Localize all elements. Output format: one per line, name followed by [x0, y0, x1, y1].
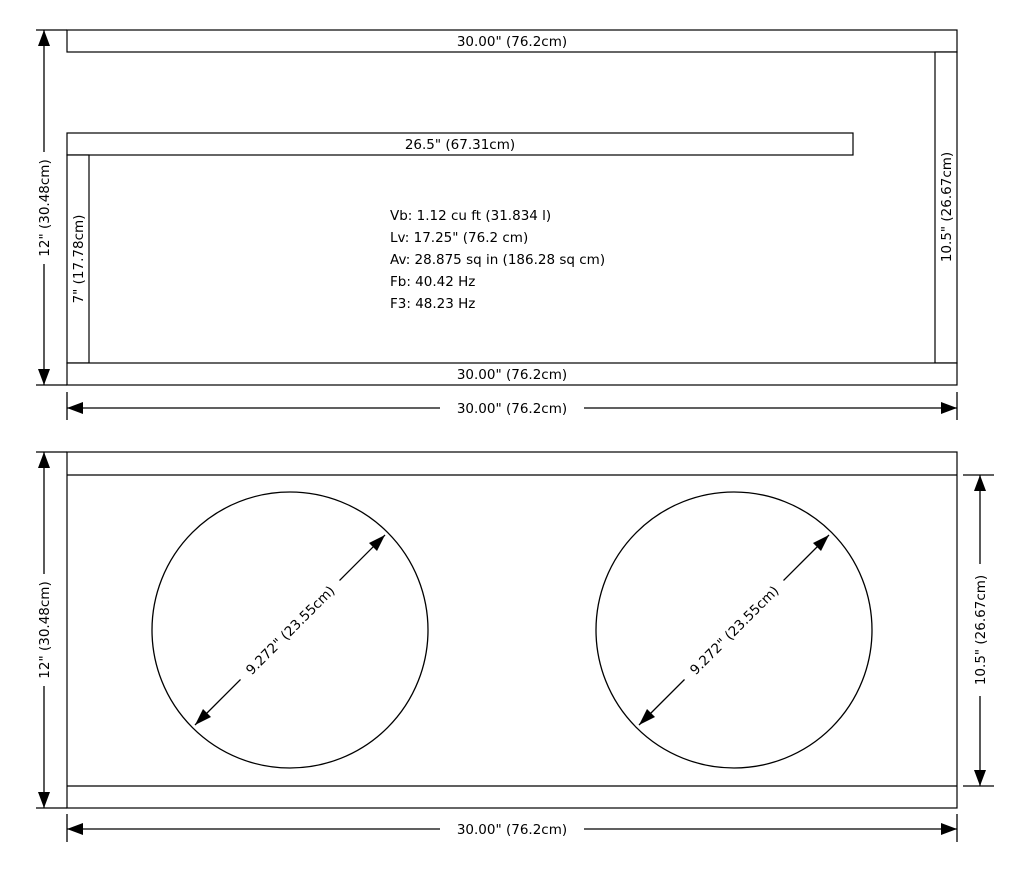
arrow-right-icon — [941, 823, 957, 835]
front-width-label: 30.00" (76.2cm) — [456, 822, 568, 838]
front-height-dimension — [36, 452, 67, 808]
cutout-right-label: 9.272" (23.55cm) — [687, 583, 783, 679]
side-height-dimension — [36, 30, 67, 385]
front-height-label: 12" (30.48cm) — [37, 581, 53, 679]
specs-block — [390, 208, 605, 312]
arrow-right-icon — [941, 402, 957, 414]
side-height-label: 12" (30.48cm) — [37, 159, 53, 257]
arrow-left-icon — [67, 402, 83, 414]
spec-f3: F3: 48.23 Hz — [390, 296, 476, 312]
spec-lv: Lv: 17.25" (76.2 cm) — [390, 230, 529, 246]
arrow-up-icon — [38, 452, 50, 468]
arrow-up-icon — [974, 475, 986, 491]
front-view — [36, 452, 994, 842]
arrow-up-icon — [38, 30, 50, 46]
side-width-label: 30.00" (76.2cm) — [456, 401, 568, 417]
top-panel-label: 30.00" (76.2cm) — [456, 34, 568, 50]
arrow-left-icon — [67, 823, 83, 835]
left-panel-label: 7" (17.78cm) — [71, 214, 87, 304]
side-width-dimension — [67, 392, 957, 420]
arrow-down-icon — [38, 369, 50, 385]
cutout-left-label: 9.272" (23.55cm) — [243, 583, 339, 679]
front-inner-height-dimension — [963, 475, 994, 786]
front-width-dimension — [67, 814, 957, 842]
arrow-down-icon — [974, 770, 986, 786]
spec-av: Av: 28.875 sq in (186.28 sq cm) — [390, 252, 606, 268]
side-view — [36, 30, 957, 420]
bottom-panel-label: 30.00" (76.2cm) — [456, 367, 568, 383]
spec-vb: Vb: 1.12 cu ft (31.834 l) — [390, 208, 552, 224]
spec-fb: Fb: 40.42 Hz — [390, 274, 476, 290]
front-panel-outline — [67, 452, 957, 808]
right-panel-label: 10.5" (26.67cm) — [939, 151, 955, 263]
arrow-down-icon — [38, 792, 50, 808]
front-inner-height-label: 10.5" (26.67cm) — [973, 574, 989, 686]
shelf-panel-label: 26.5" (67.31cm) — [404, 137, 516, 153]
